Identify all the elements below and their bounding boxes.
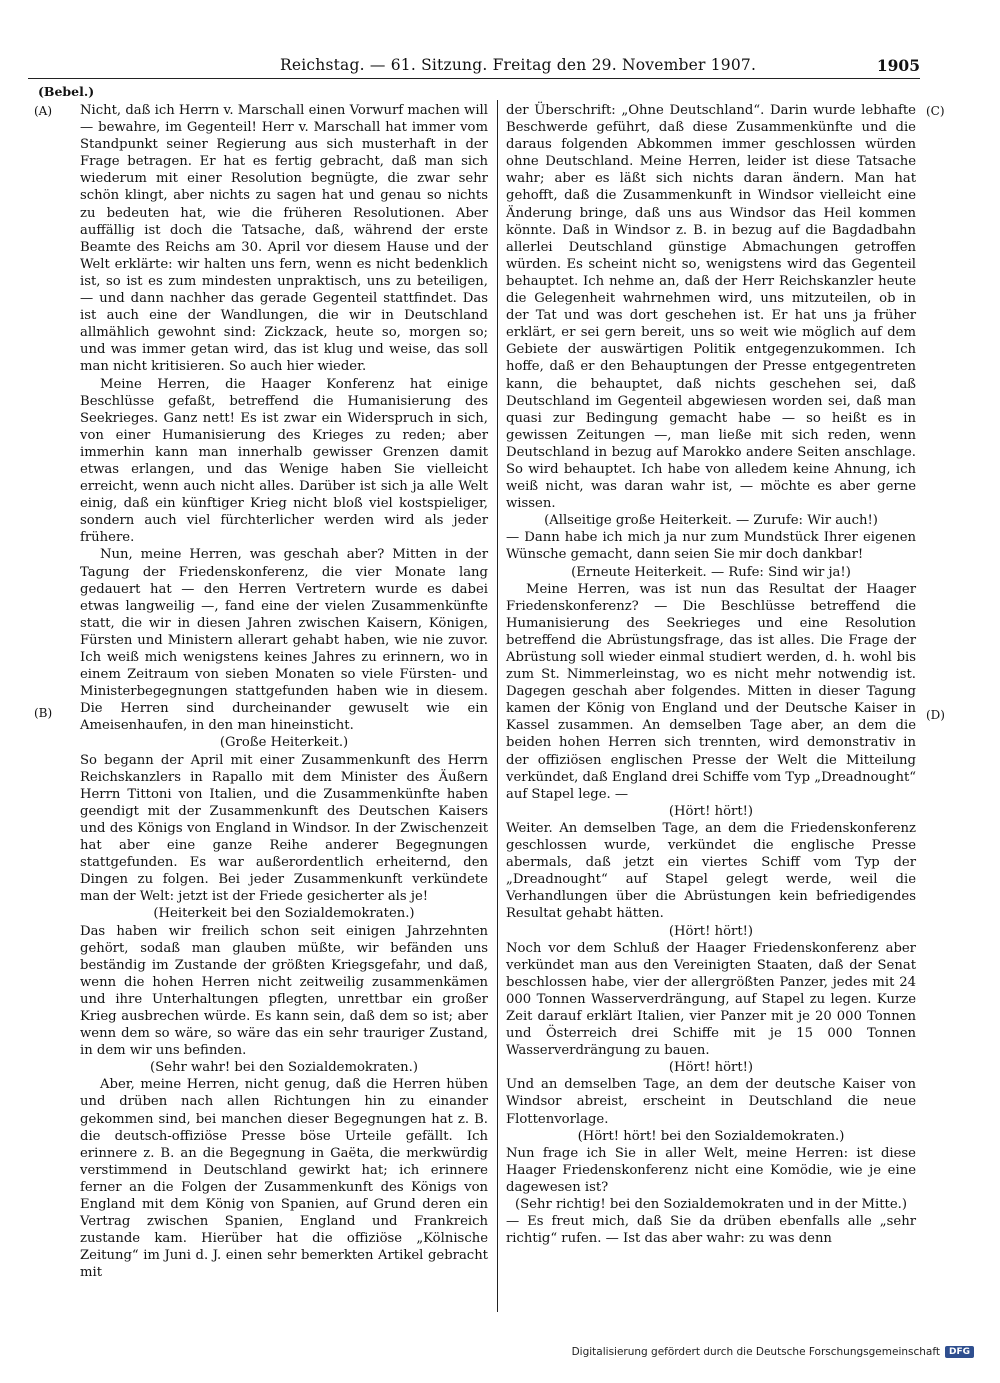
interjection: (Hört! hört!)	[668, 1060, 754, 1076]
interjection: (Erneute Heiterkeit. — Rufe: Sind wir ja!)	[571, 564, 851, 580]
paragraph: Meine Herren, was ist nun das Resultat der Haager Friedenskonferenz? — Die Beschlüsse betreffend die Humanisierung des Seekrieges und eine Resolution betreffend die Abrüstungsfrage, das ist alles. Die Frage der Abrüstung soll wieder einmal studiert werden, d. h. wohl bis zum St. Nimmerleinstag, wo es nicht mehr notwendig ist. Dagegen geschah aber folgendes. Mitten in dieser Tagung kamen der König von England und der Deutsche Kaiser in Kassel zusammen. An demselben Tage aber, an dem die beiden hohen Herren sich trennten, wird demonstrativ in der offiziösen englischen Presse der Welt die Mitteilung verkündet, daß England drei Schiffe vom Typ „Dreadnought“ auf Stapel lege. —	[506, 581, 916, 802]
paragraph: Meine Herren, die Haager Konferenz hat einige Beschlüsse gefaßt, betreffend die Humanisierung des Seekrieges. Ganz nett! Es ist zwar ein Widerspruch in sich, von einer Humanisierung des Krieges zu reden; aber immerhin kann man innerhalb gewisser Grenzen damit etwas erlangen, und das Wenige haben Sie vielleicht erreicht, wenn auch nicht alles. Darüber ist sich ja alle Welt einig, daß ein künftiger Krieg nicht bloß viel kostspieliger, sondern auch viel fürchterlicher werden wird als jeder frühere.	[80, 376, 488, 546]
paragraph: So begann der April mit einer Zusammenkunft des Herrn Reichskanzlers in Rapallo mit dem Minister des Äußern Herrn Tittoni von Italien, und die Zusammenkünfte haben geendigt mit der Zusammenkunft des Deutschen Kaisers und des Königs von England in Windsor. In der Zwischenzeit hat aber eine ganze Reihe anderer Begegnungen stattgefunden. Es war außerordentlich erheiternd, den Dingen zu folgen. Bei jeder Zusammenkunft verkündete man der Welt: jetzt ist der Friede gesicherter als je!	[80, 752, 488, 905]
margin-marker-b: (B)	[34, 706, 53, 720]
paragraph: Nun, meine Herren, was geschah aber? Mitten in der Tagung der Friedenskonferenz, die vier Monate lang gedauert hat — den Herren Vertretern wurde es dabei etwas langweilig —, fand eine der vielen Zusammenkünfte statt, die wir in diesen Jahren zwischen Kaisern, Königen, Fürsten und Ministern allerart gehabt haben, wie nie zuvor. Ich weiß mich wenigstens keines Jahres zu erinnern, wo in einem Zeitraum von sieben Monaten so viele Fürsten- und Ministerbegegnungen stattgefunden haben wie in diesem. Die Herren sind durcheinander gewuselt wie ein Ameisenhaufen, in den man hineinsticht.	[80, 547, 488, 734]
margin-marker-a: (A)	[34, 104, 53, 118]
interjection: (Allseitige große Heiterkeit. — Zurufe: Wir auch!)	[544, 513, 878, 529]
page-number: 1905	[876, 56, 920, 75]
interjection: (Sehr wahr! bei den Sozialdemokraten.)	[150, 1060, 418, 1076]
paragraph: — Es freut mich, daß Sie da drüben ebenfalls alle „sehr richtig“ rufen. — Ist das aber wahr: zu was denn	[506, 1214, 916, 1247]
interjection: (Hört! hört!)	[668, 923, 754, 939]
paragraph: Nun frage ich Sie in aller Welt, meine Herren: ist diese Haager Friedenskonferenz nicht eine Komödie, wie je eine dagewesen ist?	[506, 1145, 916, 1195]
interjection: (Heiterkeit bei den Sozialdemokraten.)	[153, 906, 415, 922]
footer-credit	[572, 1346, 974, 1358]
margin-marker-c: (C)	[926, 104, 945, 118]
interjection: (Große Heiterkeit.)	[219, 735, 349, 751]
column-divider	[497, 100, 498, 1312]
paragraph: — Dann habe ich mich ja nur zum Mundstück Ihrer eigenen Wünsche gemacht, dann seien Sie mir doch dankbar!	[506, 530, 916, 563]
paragraph: Noch vor dem Schluß der Haager Friedenskonferenz aber verkündet man aus den Vereinigten Staaten, daß der Senat beschlossen habe, vier der allergrößten Panzer, jedes mit 24 000 Tonnen Wasserverdrängung, auf Stapel zu legen. Kurze Zeit darauf erklärt Italien, vier Panzer mit je 20 000 Tonnen und Österreich drei Schiffe mit je 15 000 Tonnen Wasserverdrängung zu bauen.	[506, 940, 916, 1059]
footer-text: Digitalisierung gefördert durch die Deutsche Forschungsgemeinschaft	[571, 1346, 940, 1358]
margin-marker-d: (D)	[926, 708, 945, 722]
paragraph: Nicht, daß ich Herrn v. Marschall einen Vorwurf machen will — bewahre, im Gegenteil! Herr v. Marschall hat immer vom Standpunkt seiner Regierung aus sich musterhaft in der Frage betragen. Er hat es fertig gebracht, daß man sich wiederum mit einer Resolution begnügte, die zwar sehr schön klingt, aber nichts zu sagen hat und genau so nichts zu bedeuten hat, wie die früheren Resolutionen. Aber auffällig ist doch die Tatsache, daß, während der erste Beamte des Reichs am 30. April vor diesem Hause und der Welt erklärte: wir halten uns fern, wenn es nicht bedenklich ist, so ist es zum mindesten unpraktisch, uns zu beteiligen, — und dann nachher das gerade Gegenteil stattfindet. Das ist auch eine der Wandlungen, die wir in Deutschland allmählich gewohnt sind: Zickzack, heute so, morgen so; und was immer getan wird, das ist klug und weise, das soll man nicht kritisieren. So auch hier wieder.	[80, 103, 488, 375]
left-column	[80, 102, 488, 1281]
paragraph: der Überschrift: „Ohne Deutschland“. Darin wurde lebhafte Beschwerde geführt, daß diese Zusammenkünfte und die daraus folgenden Abkommen immer geschlossen würden ohne Deutschland. Meine Herren, leider ist diese Tatsache wahr; aber es läßt sich nichts daran ändern. Man hat gehofft, daß die Zusammenkunft in Windsor vielleicht eine Änderung bringe, daß uns aus Windsor das Heil kommen könnte. Daß in Windsor z. B. in bezug auf die Bagdadbahn allerlei Deutschland günstige Abmachungen getroffen würden. Es scheint nicht so, wenigstens wird das Gegenteil behauptet. Ich nehme an, daß der Herr Reichskanzler heute die Gelegenheit wahrnehmen wird, uns mitzuteilen, ob in der Tat und was dort geschehen ist. Er hat uns ja früher erklärt, er sei gern bereit, uns so weit wie möglich auf dem Gebiete der auswärtigen Politik entgegenzukommen. Ich hoffe, daß er den Behauptungen der Presse entgegentreten kann, die behauptet, daß nichts geschehen sei, daß Deutschland im Gegenteil abgewiesen worden sei, daß man quasi zur Bedingung gemacht habe — so heißt es in gewissen Zeitungen —, man ließe mit sich reden, wenn Deutschland in bezug auf Marokko andere Seiten anschlage. So wird behauptet. Ich habe von alledem keine Ahnung, ich weiß nicht, was daran wahr ist, — möchte es aber gerne wissen.	[506, 103, 916, 512]
header-rule	[28, 78, 920, 79]
interjection: (Sehr richtig! bei den Sozialdemokraten und in der Mitte.)	[515, 1197, 907, 1212]
paragraph: Das haben wir freilich schon seit einigen Jahrzehnten gehört, sodaß man glauben müßte, wir befänden uns beständig im Zustande der größten Kriegsgefahr, und daß, wenn die hohen Herren nicht zeitweilig zusammenkämen und ihre Unterhaltungen pflegten, unrettbar ein großer Krieg ausbrechen würde. Es kann sein, daß dem so ist; aber wenn dem so wäre, so wäre das ein sehr trauriger Zustand, in dem wir uns befinden.	[80, 923, 488, 1059]
interjection: (Hört! hört! bei den Sozialdemokraten.)	[577, 1128, 845, 1144]
paragraph: Und an demselben Tage, an dem der deutsche Kaiser von Windsor abreist, erscheint in Deutschland die neue Flottenvorlage.	[506, 1077, 916, 1127]
paragraph: Weiter. An demselben Tage, an dem die Friedenskonferenz geschlossen wurde, verkündet die englische Presse abermals, daß jetzt ein viertes Schiff vom Typ der „Dreadnought“ auf Stapel gelegt werde, weil die Verhandlungen über die Abrüstungen kein befriedigendes Resultat gehabt hätten.	[506, 820, 916, 922]
dfg-logo-icon: DFG	[945, 1346, 974, 1358]
header-title: Reichstag. — 61. Sitzung. Freitag den 29. November 1907.	[280, 56, 757, 74]
page-header	[280, 56, 920, 80]
paragraph: Aber, meine Herren, nicht genug, daß die Herren hüben und drüben nach allen Richtungen hin zu einander gekommen sind, bei manchen dieser Begegnungen hat z. B. die deutsch-offiziöse Presse böse Urteile gefällt. Ich erinnere z. B. an die Begegnung in Gaëta, die merkwürdig verstimmend in Deutschland gewirkt hat; ich erinnere ferner an die Folgen der Zusammenkunft des Königs von England mit dem König von Spanien, auf Grund deren ein Vertrag zwischen Spanien, England und Frankreich zustande kam. Hierüber hat die offiziöse „Kölnische Zeitung“ im Juni d. J. einen sehr bemerkten Artikel gebracht mit	[80, 1077, 488, 1281]
interjection: (Hört! hört!)	[668, 803, 754, 819]
right-column	[506, 102, 916, 1247]
speaker-label: (Bebel.)	[38, 84, 95, 99]
